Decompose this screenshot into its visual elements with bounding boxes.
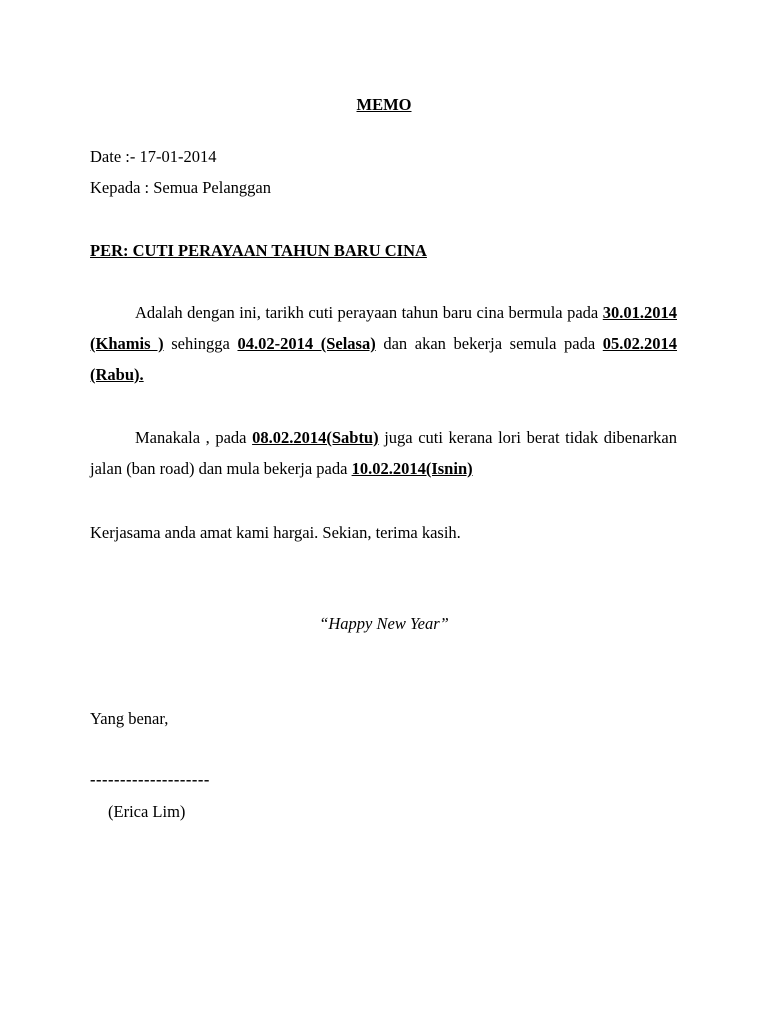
paragraph-saturday-closure (90, 422, 677, 484)
date-line: Date :- 17-01-2014 (90, 147, 217, 166)
holiday-start-date: 30.01.2014 (Khamis ) (90, 303, 677, 353)
para1-text-c: dan akan bekerja semula pada (375, 334, 603, 353)
signatory-name: (Erica Lim) (108, 802, 186, 821)
para1-text-a: Adalah dengan ini, tarikh cuti perayaan tahun baru cina bermula pada (135, 303, 603, 322)
closing-line: Kerjasama anda amat kami hargai. Sekian, terima kasih. (90, 523, 461, 542)
new-year-greeting: “Happy New Year” (319, 614, 449, 633)
resume-work-date: 05.02.2014 (Rabu). (90, 334, 678, 384)
monday-resume-date: 10.02.2014(Isnin) (351, 459, 473, 478)
sign-off: Yang benar, (90, 709, 169, 728)
saturday-closure-date: 08.02.2014(Sabtu) (252, 428, 379, 447)
subject-line: PER: CUTI PERAYAAN TAHUN BARU CINA (90, 241, 427, 260)
para1-text-b: sehingga (163, 334, 238, 353)
holiday-end-date: 04.02-2014 (Selasa) (237, 334, 376, 353)
para2-text-a: Manakala , pada (135, 428, 253, 447)
signature-line: -------------------- (90, 770, 210, 789)
recipient-line: Kepada : Semua Pelanggan (90, 178, 271, 197)
para2-text-b: juga cuti kerana lori berat tidak dibenarkan jalan (ban road) dan mula bekerja pada (90, 428, 678, 478)
memo-title: MEMO (356, 95, 412, 114)
paragraph-holiday-dates (90, 297, 677, 390)
